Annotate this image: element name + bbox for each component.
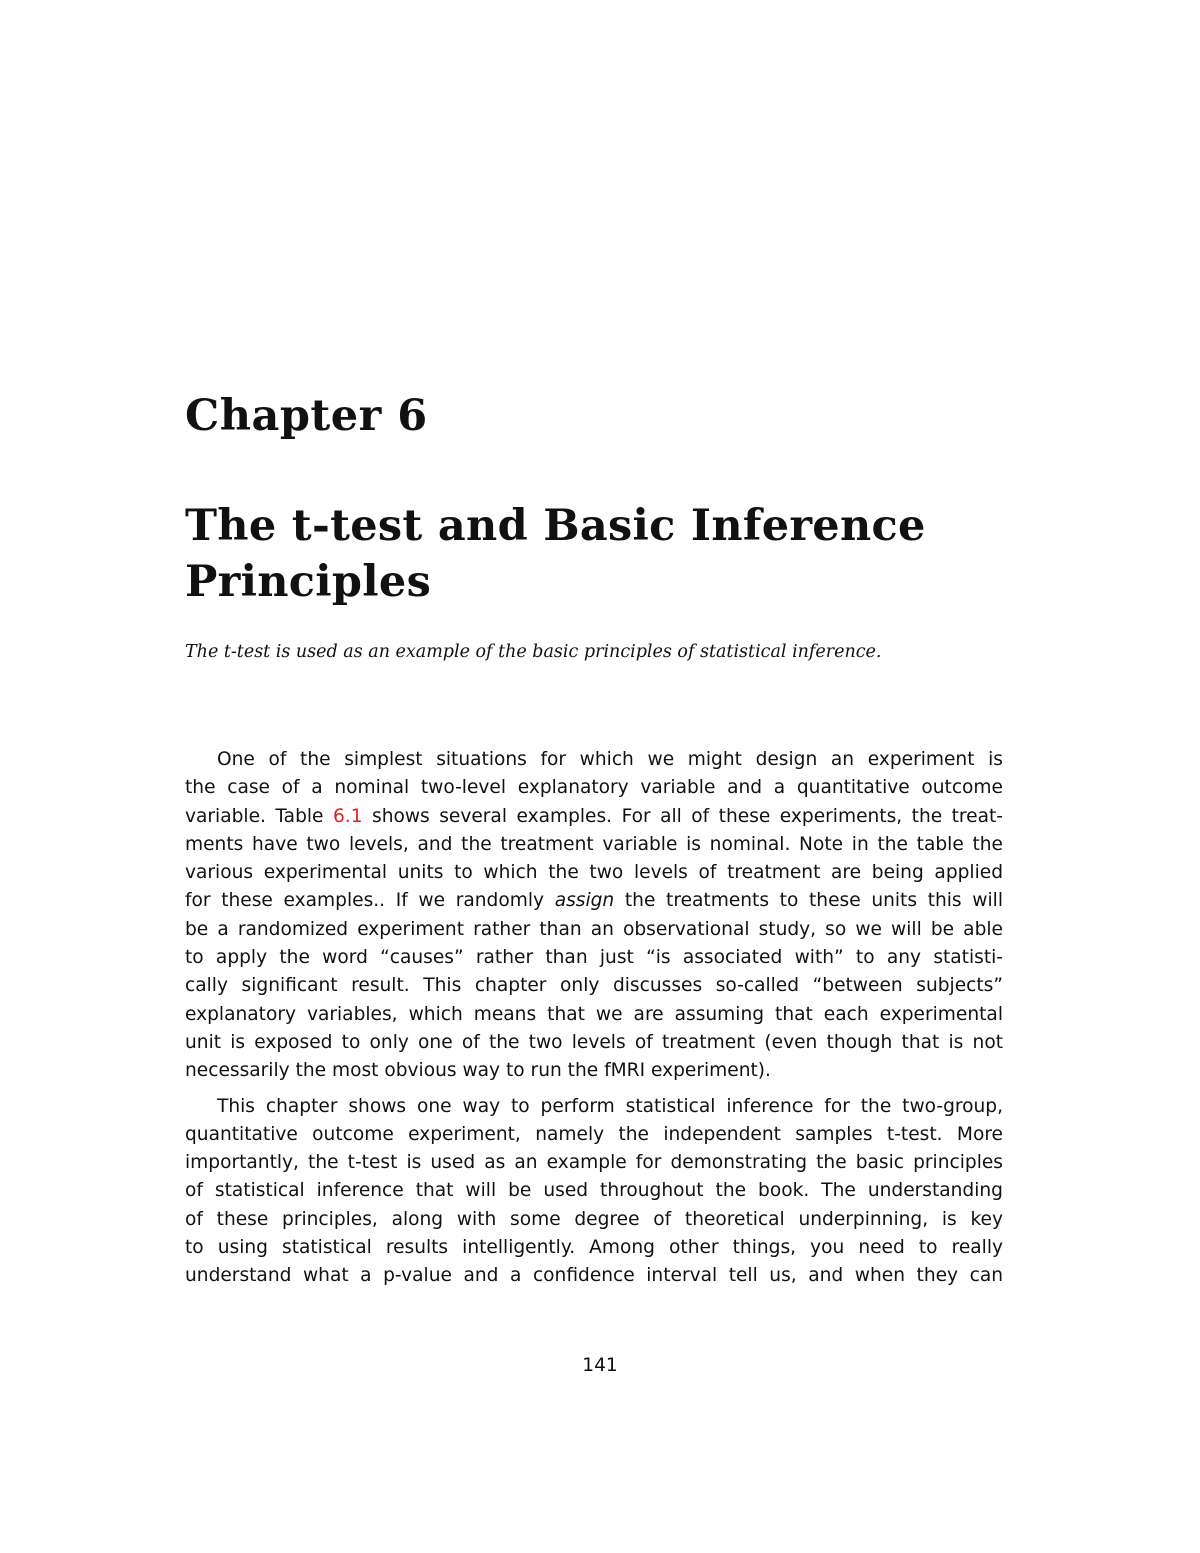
page-number: 141 — [582, 1355, 618, 1376]
text-line: unit is exposed to only one of the two levels of treatment (even though that is not — [185, 1031, 1003, 1053]
text-line: various experimental units to which the two levels of treatment are being applied — [185, 862, 1003, 884]
text-line: of these principles, along with some degree of theoretical underpinning, is key — [185, 1208, 1003, 1230]
chapter-number-heading: Chapter 6 — [185, 391, 428, 441]
text-line: ments have two levels, and the treatment variable is nominal. Note in the table the — [185, 833, 1003, 855]
body-text — [185, 746, 1003, 1298]
text-fragment: shows several examples. For all of these experiments, the treat- — [362, 805, 1004, 827]
text-line — [185, 803, 1003, 831]
text-line: be a randomized experiment rather than an observational study, so we will be able — [185, 918, 1003, 940]
emphasized-word: assign — [554, 890, 615, 912]
text-line: to using statistical results intelligently. Among other things, you need to really — [185, 1237, 1003, 1259]
text-line: This chapter shows one way to perform statistical inference for the two-group, — [217, 1095, 1003, 1117]
text-line: necessarily the most obvious way to run the fMRI experiment). — [185, 1060, 771, 1082]
text-line: One of the simplest situations for which we might design an experiment is — [217, 749, 1003, 770]
chapter-epigraph: The t-test is used as an example of the basic principles of statistical inference. — [185, 642, 882, 662]
paragraph-intro — [185, 746, 1003, 1086]
text-line: explanatory variables, which means that we are assuming that each experimental — [185, 1003, 1003, 1025]
text-line — [185, 887, 1003, 915]
paragraph-chapter-overview — [185, 1093, 1003, 1291]
text-fragment: for these examples.. If we randomly — [185, 890, 555, 912]
text-fragment: variable. Table — [185, 805, 333, 827]
text-fragment: the treatments to these units this will — [614, 890, 1003, 912]
text-line: importantly, the t-test is used as an example for demonstrating the basic principles — [185, 1152, 1003, 1174]
chapter-title: The t-test and Basic Inference Principles — [185, 501, 926, 607]
text-line: of statistical inference that will be used throughout the book. The understanding — [185, 1180, 1003, 1202]
text-line: quantitative outcome experiment, namely the independent samples t-test. More — [185, 1123, 1003, 1145]
text-line: the case of a nominal two-level explanatory variable and a quantitative outcome — [185, 777, 1003, 799]
table-reference-link[interactable]: 6.1 — [332, 805, 363, 827]
text-line: to apply the word “causes” rather than just “is associated with” to any statisti- — [185, 947, 1003, 969]
text-line: cally significant result. This chapter only discusses so-called “between subjects” — [185, 975, 1003, 997]
text-line: understand what a p-value and a confidence interval tell us, and when they can — [185, 1265, 1003, 1287]
